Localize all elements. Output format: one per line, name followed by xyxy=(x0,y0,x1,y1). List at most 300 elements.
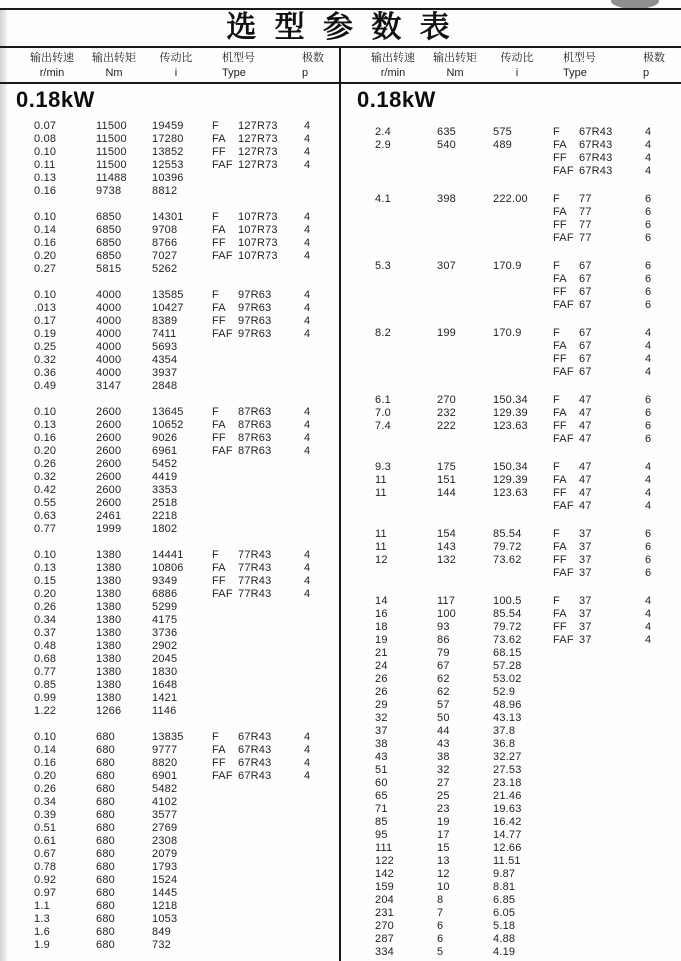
ratio-value: 52.9 xyxy=(493,686,516,698)
table-row xyxy=(341,353,681,366)
ratio-value: 85.54 xyxy=(493,608,522,620)
model-type-value xyxy=(208,562,298,575)
model-type-value xyxy=(549,829,639,842)
ratio-value: 123.63 xyxy=(493,487,528,499)
ratio-value: 5482 xyxy=(152,783,178,795)
output-torque-value: 143 xyxy=(437,541,456,553)
model-number: 127R73 xyxy=(238,120,278,132)
model-type-value xyxy=(208,666,298,679)
table-row xyxy=(0,146,340,159)
output-speed-value xyxy=(361,299,425,312)
output-speed-value: 1.22 xyxy=(34,705,57,717)
mount-prefix: F xyxy=(553,394,560,406)
mount-prefix: FAF xyxy=(212,770,233,782)
table-row xyxy=(0,315,340,328)
output-torque-value: 4000 xyxy=(96,289,122,301)
output-torque-value: 680 xyxy=(96,783,115,795)
mount-prefix: FA xyxy=(553,340,567,352)
output-torque-value: 11500 xyxy=(96,120,127,132)
output-torque-value: 5815 xyxy=(96,263,122,275)
table-row xyxy=(0,380,340,393)
output-speed-value: 0.16 xyxy=(34,432,57,444)
ratio-value: 2769 xyxy=(152,822,178,834)
output-speed-value xyxy=(361,232,425,245)
mount-prefix: F xyxy=(553,528,560,540)
model-type-value xyxy=(208,640,298,653)
table-row xyxy=(341,855,681,868)
output-speed-value: 0.17 xyxy=(34,315,57,327)
table-row xyxy=(0,263,340,276)
output-speed-value: 43 xyxy=(375,751,388,763)
model-type-value xyxy=(549,286,639,299)
mount-prefix: FAF xyxy=(553,567,574,579)
output-speed-value: 1.9 xyxy=(34,939,50,951)
output-torque-value: 1380 xyxy=(96,679,122,691)
model-number: 67 xyxy=(579,327,592,339)
speed-header-unit: r/min xyxy=(380,67,406,79)
table-row xyxy=(341,829,681,842)
model-type-value xyxy=(549,474,639,487)
ratio-value: 489 xyxy=(493,139,512,151)
output-torque-value: 1380 xyxy=(96,666,122,678)
model-type-value xyxy=(549,608,639,621)
table-row xyxy=(0,640,340,653)
output-speed-value: 85 xyxy=(375,816,388,828)
table-row xyxy=(341,299,681,312)
model-type-value xyxy=(549,855,639,868)
model-type-value xyxy=(208,549,298,562)
model-type-value xyxy=(208,770,298,783)
mount-prefix: FF xyxy=(553,621,567,633)
output-torque-value: 175 xyxy=(437,461,456,473)
mount-prefix: F xyxy=(553,595,560,607)
poles-value: 4 xyxy=(645,461,652,473)
ratio-value: 3577 xyxy=(152,809,178,821)
poles-value xyxy=(639,712,681,725)
table-row xyxy=(0,159,340,172)
model-number: 67 xyxy=(579,286,592,298)
output-speed-value: 0.55 xyxy=(34,497,57,509)
type-header-unit: Type xyxy=(563,67,587,79)
model-type-value xyxy=(208,809,298,822)
output-speed-value: 0.34 xyxy=(34,796,57,808)
poles-value: 4 xyxy=(304,315,311,327)
output-torque-value: 680 xyxy=(96,770,115,782)
poles-value xyxy=(298,692,340,705)
table-row xyxy=(0,653,340,666)
model-type-value xyxy=(549,842,639,855)
ratio-value: 5.18 xyxy=(493,920,516,932)
output-torque-value: 307 xyxy=(437,260,456,272)
output-speed-value: 29 xyxy=(375,699,388,711)
output-speed-value: 0.78 xyxy=(34,861,57,873)
model-number: 77 xyxy=(579,219,592,231)
ratio-value: 13585 xyxy=(152,289,184,301)
model-type-value xyxy=(208,796,298,809)
output-speed-value: 2.4 xyxy=(375,126,391,138)
ratio-header-unit: i xyxy=(174,67,178,79)
model-number: 37 xyxy=(579,541,592,553)
output-speed-value: 0.10 xyxy=(34,549,57,561)
ratio-value: 2079 xyxy=(152,848,178,860)
model-type-value xyxy=(549,712,639,725)
model-type-value xyxy=(549,595,639,608)
output-speed-value: 65 xyxy=(375,790,388,802)
poles-value: 6 xyxy=(645,394,652,406)
poles-value: 6 xyxy=(645,528,652,540)
output-torque-value xyxy=(425,567,485,580)
ratio-value: 9708 xyxy=(152,224,178,236)
poles-value: 4 xyxy=(645,139,652,151)
output-torque-value xyxy=(425,340,485,353)
output-speed-value: 8.2 xyxy=(375,327,391,339)
table-row xyxy=(341,206,681,219)
mount-prefix: FF xyxy=(212,757,226,769)
output-torque-value: 6850 xyxy=(96,211,122,223)
output-torque-value: 2461 xyxy=(96,510,122,522)
output-torque-value: 25 xyxy=(437,790,450,802)
table-row xyxy=(341,420,681,433)
mount-prefix: F xyxy=(553,260,560,272)
poles-value xyxy=(639,777,681,790)
poles-value: 4 xyxy=(304,575,311,587)
table-row xyxy=(0,211,340,224)
ratio-value: 1648 xyxy=(152,679,178,691)
model-type-value xyxy=(549,920,639,933)
output-speed-value: 24 xyxy=(375,660,388,672)
output-torque-value: 2600 xyxy=(96,406,122,418)
poles-value xyxy=(639,933,681,946)
model-type-value xyxy=(208,367,298,380)
table-row xyxy=(0,341,340,354)
output-speed-value: 9.3 xyxy=(375,461,391,473)
model-type-value xyxy=(549,881,639,894)
output-speed-value: 0.10 xyxy=(34,406,57,418)
poles-value xyxy=(639,920,681,933)
output-torque-value: 1266 xyxy=(96,705,122,717)
model-type-value xyxy=(549,219,639,232)
speed-header-label: 输出转速 xyxy=(30,52,74,64)
ratio-value: 849 xyxy=(152,926,171,938)
table-row xyxy=(341,816,681,829)
table-row xyxy=(0,419,340,432)
table-row xyxy=(0,926,340,939)
ratio-value: 4102 xyxy=(152,796,178,808)
ratio-value: 4.88 xyxy=(493,933,516,945)
power-section-title: 0.18kW xyxy=(357,87,436,112)
output-torque-value: 1380 xyxy=(96,653,122,665)
poles-value xyxy=(298,887,340,900)
table-row xyxy=(0,484,340,497)
model-number: 37 xyxy=(579,621,592,633)
mount-prefix: FF xyxy=(212,237,226,249)
table-row xyxy=(0,757,340,770)
model-number: 67 xyxy=(579,353,592,365)
poles-value: 6 xyxy=(645,206,652,218)
poles-value xyxy=(298,783,340,796)
ratio-value: 13852 xyxy=(152,146,184,158)
table-row xyxy=(341,500,681,513)
table-row xyxy=(341,407,681,420)
output-speed-value: 0.10 xyxy=(34,289,57,301)
poles-value xyxy=(639,894,681,907)
ratio-value: 9349 xyxy=(152,575,178,587)
model-type-value xyxy=(208,783,298,796)
poles-value: 4 xyxy=(304,406,311,418)
output-speed-value: 0.85 xyxy=(34,679,57,691)
poles-value: 6 xyxy=(645,219,652,231)
model-number: 67R43 xyxy=(579,165,613,177)
output-torque-value: 7 xyxy=(437,907,444,919)
output-torque-value: 398 xyxy=(437,193,456,205)
ratio-value: 23.18 xyxy=(493,777,522,789)
output-torque-value: 32 xyxy=(437,764,450,776)
output-torque-value: 1380 xyxy=(96,575,122,587)
output-speed-value: 159 xyxy=(375,881,394,893)
output-speed-value: 26 xyxy=(375,686,388,698)
mount-prefix: FF xyxy=(553,554,567,566)
model-type-value xyxy=(208,328,298,341)
mount-prefix: FF xyxy=(212,575,226,587)
poles-value: 4 xyxy=(304,250,311,262)
output-torque-value: 680 xyxy=(96,913,115,925)
model-type-value xyxy=(549,407,639,420)
model-type-value xyxy=(208,627,298,640)
output-torque-value: 680 xyxy=(96,835,115,847)
column-header-type xyxy=(549,51,639,82)
poles-value xyxy=(298,861,340,874)
output-speed-value: 0.16 xyxy=(34,185,57,197)
poles-value: 4 xyxy=(304,224,311,236)
output-torque-value: 151 xyxy=(437,474,456,486)
mount-prefix: FF xyxy=(553,420,567,432)
table-row xyxy=(341,567,681,580)
ratio-value: 1421 xyxy=(152,692,178,704)
power-section-title: 0.18kW xyxy=(16,87,95,112)
mount-prefix: F xyxy=(212,120,219,132)
output-speed-value: 21 xyxy=(375,647,388,659)
model-number: 37 xyxy=(579,528,592,540)
ratio-value: 1802 xyxy=(152,523,178,535)
table-row xyxy=(0,666,340,679)
table-row xyxy=(0,133,340,146)
ratio-value: 8820 xyxy=(152,757,178,769)
output-torque-value: 270 xyxy=(437,394,456,406)
poles-value xyxy=(298,601,340,614)
ratio-value xyxy=(485,165,549,178)
mount-prefix: FAF xyxy=(212,159,233,171)
model-type-value xyxy=(208,354,298,367)
output-torque-value: 680 xyxy=(96,861,115,873)
output-speed-value: 0.32 xyxy=(34,354,57,366)
output-torque-value: 27 xyxy=(437,777,450,789)
table-header-left xyxy=(0,51,340,82)
poles-value: 6 xyxy=(645,407,652,419)
model-type-value xyxy=(549,528,639,541)
ratio-value: 9.87 xyxy=(493,868,516,880)
output-speed-value: 0.39 xyxy=(34,809,57,821)
ratio-value xyxy=(485,206,549,219)
model-number: 107R73 xyxy=(238,250,278,262)
ratio-value: 13645 xyxy=(152,406,184,418)
ratio-value: 10652 xyxy=(152,419,184,431)
output-speed-value: 0.20 xyxy=(34,770,57,782)
output-speed-value: 0.16 xyxy=(34,237,57,249)
output-speed-value: 0.10 xyxy=(34,731,57,743)
poles-value: 4 xyxy=(304,146,311,158)
poles-value xyxy=(298,640,340,653)
poles-value: 6 xyxy=(645,420,652,432)
ratio-value: 3736 xyxy=(152,627,178,639)
output-speed-value: 6.1 xyxy=(375,394,391,406)
model-number: 47 xyxy=(579,500,592,512)
ratio-value: 8766 xyxy=(152,237,178,249)
output-speed-value: 0.15 xyxy=(34,575,57,587)
output-torque-value xyxy=(425,433,485,446)
output-torque-value: 680 xyxy=(96,939,115,951)
table-row xyxy=(341,920,681,933)
table-row xyxy=(0,588,340,601)
output-torque-value xyxy=(425,500,485,513)
model-number: 67 xyxy=(579,299,592,311)
output-speed-value: 0.99 xyxy=(34,692,57,704)
ratio-value: 3937 xyxy=(152,367,178,379)
output-torque-value xyxy=(425,299,485,312)
table-row xyxy=(341,165,681,178)
model-type-value xyxy=(549,366,639,379)
mount-prefix: FAF xyxy=(553,232,574,244)
table-row xyxy=(0,809,340,822)
table-row xyxy=(0,796,340,809)
output-torque-value: 8 xyxy=(437,894,444,906)
output-torque-value: 62 xyxy=(437,673,450,685)
mount-prefix: FAF xyxy=(553,500,574,512)
output-speed-value xyxy=(361,152,425,165)
poles-value xyxy=(298,341,340,354)
poles-value xyxy=(298,913,340,926)
poles-header-label: 极数 xyxy=(302,52,324,64)
poles-value: 4 xyxy=(645,366,652,378)
model-type-value xyxy=(208,172,298,185)
ratio-value: 6901 xyxy=(152,770,178,782)
model-type-value xyxy=(208,159,298,172)
table-row xyxy=(0,445,340,458)
output-torque-value: 23 xyxy=(437,803,450,815)
table-row xyxy=(0,913,340,926)
table-row xyxy=(341,554,681,567)
table-row xyxy=(0,900,340,913)
model-type-value xyxy=(549,340,639,353)
table-row xyxy=(0,510,340,523)
output-torque-value: 2600 xyxy=(96,484,122,496)
table-row xyxy=(341,751,681,764)
poles-value: 4 xyxy=(645,608,652,620)
output-torque-value: 3147 xyxy=(96,380,122,392)
mount-prefix: FAF xyxy=(212,588,233,600)
poles-value: 6 xyxy=(645,260,652,272)
data-rows-right xyxy=(341,126,681,959)
model-type-value xyxy=(549,816,639,829)
output-torque-value: 4000 xyxy=(96,302,122,314)
output-speed-value: 0.16 xyxy=(34,757,57,769)
model-type-value xyxy=(208,146,298,159)
model-type-value xyxy=(208,757,298,770)
ratio-value: 73.62 xyxy=(493,634,522,646)
mount-prefix: FAF xyxy=(553,433,574,445)
model-type-value xyxy=(208,133,298,146)
model-number: 127R73 xyxy=(238,159,278,171)
model-number: 67R43 xyxy=(579,152,613,164)
ratio-value: 7027 xyxy=(152,250,178,262)
output-torque-value: 100 xyxy=(437,608,456,620)
output-torque-value: 12 xyxy=(437,868,450,880)
table-row xyxy=(341,738,681,751)
ratio-value: 129.39 xyxy=(493,474,528,486)
output-torque-value: 4000 xyxy=(96,341,122,353)
poles-value xyxy=(298,822,340,835)
output-torque-value: 86 xyxy=(437,634,450,646)
ratio-value: 8389 xyxy=(152,315,178,327)
page-title: 选 型 参 数 表 xyxy=(226,11,455,44)
output-speed-value: 95 xyxy=(375,829,388,841)
ratio-header-label: 传动比 xyxy=(500,52,534,64)
output-speed-value: 270 xyxy=(375,920,394,932)
poles-value: 4 xyxy=(645,327,652,339)
model-type-value xyxy=(549,764,639,777)
model-type-value xyxy=(549,660,639,673)
model-number: 77R43 xyxy=(238,575,272,587)
model-type-value xyxy=(549,126,639,139)
model-number: 37 xyxy=(579,595,592,607)
mount-prefix: F xyxy=(553,126,560,138)
model-type-value xyxy=(549,273,639,286)
model-type-value xyxy=(208,588,298,601)
table-row xyxy=(341,699,681,712)
table-row xyxy=(0,458,340,471)
poles-value: 4 xyxy=(645,487,652,499)
model-type-value xyxy=(208,848,298,861)
table-row xyxy=(0,237,340,250)
output-torque-value: 540 xyxy=(437,139,456,151)
model-number: 87R63 xyxy=(238,419,272,431)
mount-prefix: F xyxy=(212,549,219,561)
output-torque-value: 10 xyxy=(437,881,450,893)
table-row xyxy=(341,777,681,790)
output-speed-value: 0.14 xyxy=(34,744,57,756)
output-speed-value: 0.08 xyxy=(34,133,57,145)
model-type-value xyxy=(208,237,298,250)
output-torque-value: 1380 xyxy=(96,549,122,561)
model-number: 67 xyxy=(579,260,592,272)
output-torque-value xyxy=(425,273,485,286)
poles-value: 6 xyxy=(645,433,652,445)
table-row xyxy=(341,933,681,946)
table-row xyxy=(341,327,681,340)
ratio-value: 2902 xyxy=(152,640,178,652)
ratio-value: 1793 xyxy=(152,861,178,873)
ratio-value: 32.27 xyxy=(493,751,522,763)
output-torque-value xyxy=(425,366,485,379)
ratio-value: 1524 xyxy=(152,874,178,886)
output-speed-value: 0.77 xyxy=(34,523,57,535)
ratio-value: 27.53 xyxy=(493,764,522,776)
poles-value xyxy=(639,946,681,959)
type-header-label: 机型号 xyxy=(563,52,596,64)
poles-value: 4 xyxy=(304,744,311,756)
table-row xyxy=(0,679,340,692)
ratio-value: 2308 xyxy=(152,835,178,847)
poles-value: 4 xyxy=(304,120,311,132)
